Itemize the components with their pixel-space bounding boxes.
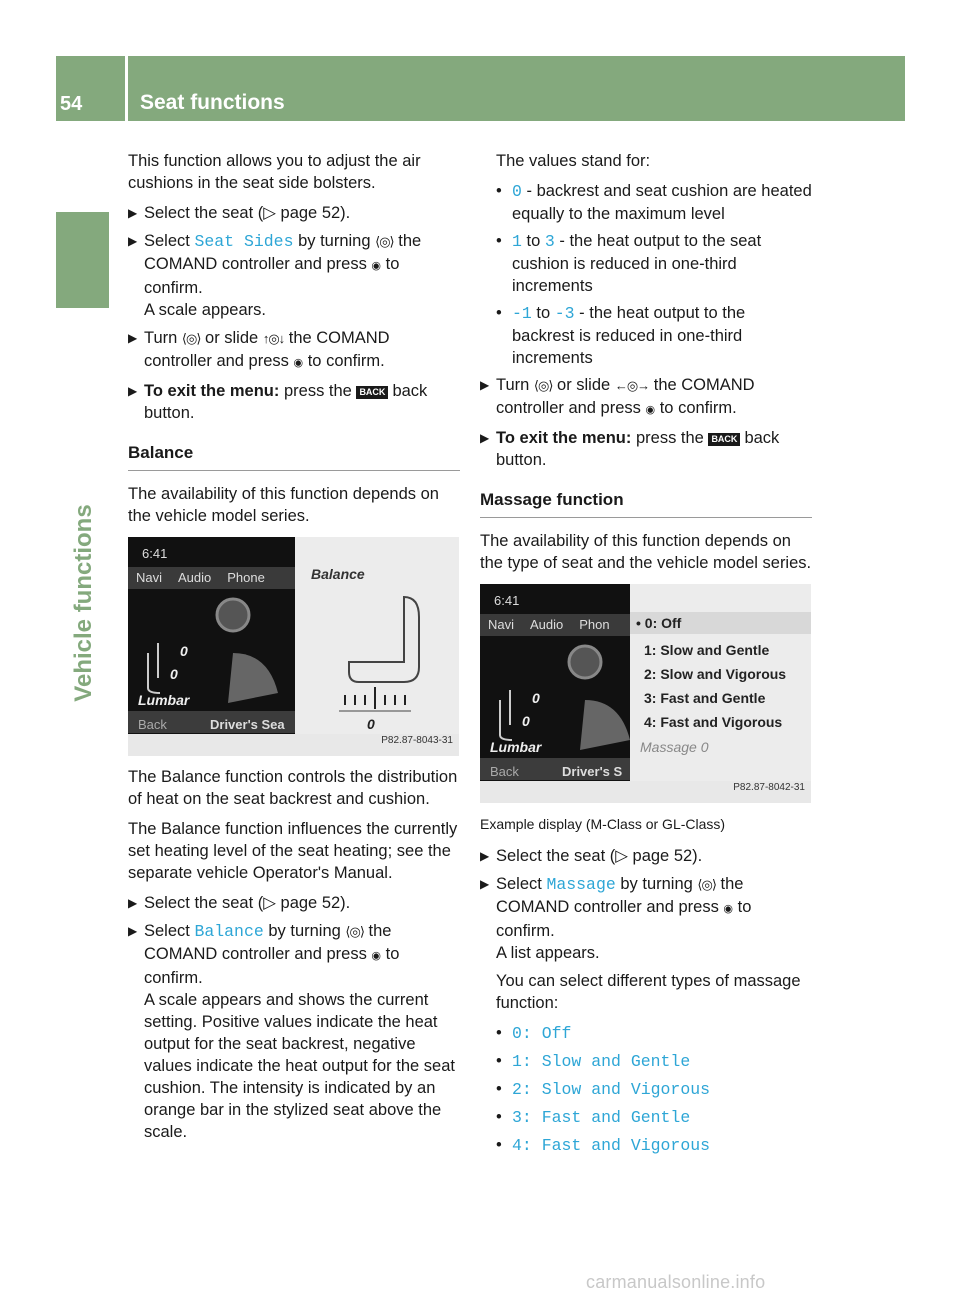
- nav-item[interactable]: Phone: [227, 570, 265, 585]
- massage-type-code: 0: Off: [512, 1024, 572, 1043]
- back-button-icon: BACK: [356, 386, 388, 399]
- step-arrow-icon: ▶: [128, 384, 138, 398]
- balance-scale-value: 0: [367, 716, 375, 732]
- step-select-seat: [128, 202, 460, 224]
- massage-type-item: [496, 1022, 812, 1045]
- step-turn-controller: [128, 327, 460, 374]
- driver-seat-label: Driver's Sea: [210, 717, 285, 732]
- seat-illustration: [490, 640, 640, 750]
- step-arrow-icon: ▶: [128, 924, 138, 938]
- controller-turn-icon: ⟨◎⟩: [697, 877, 716, 892]
- controller-turn-icon: ⟨◎⟩: [181, 331, 201, 346]
- bullet-icon: •: [496, 1080, 502, 1098]
- display-text-seat-sides: Seat Sides: [194, 232, 294, 251]
- page-ref-icon: ▷: [263, 894, 276, 912]
- seat-illustration: [138, 593, 288, 703]
- massage-intro: The availability of this function depends on the type of seat and the vehicle model series.: [480, 532, 812, 572]
- massage-type-code: 4: Fast and Vigorous: [512, 1136, 711, 1155]
- step-select-seat: [480, 845, 812, 867]
- step-text: Turn: [144, 329, 178, 347]
- screen-time: 6:41: [142, 546, 168, 561]
- step-text: to confirm.: [307, 352, 385, 370]
- menu-item[interactable]: 2: Slow and Vigorous: [644, 666, 787, 682]
- step-select-massage: [480, 873, 812, 964]
- nav-item[interactable]: Phon: [579, 617, 610, 632]
- step-text: Select: [496, 875, 542, 893]
- step-text: back button.: [144, 382, 428, 422]
- controller-press-icon: ◉: [293, 357, 304, 369]
- value-code: -1: [512, 304, 532, 323]
- bullet-icon: •: [496, 232, 502, 250]
- controller-turn-icon: ⟨◎⟩: [375, 234, 394, 249]
- bullet-icon: •: [496, 1024, 502, 1042]
- value-code: 3: [544, 232, 555, 251]
- step-text: to confirm.: [496, 898, 752, 940]
- step-text: the COMAND controller and press: [144, 329, 390, 370]
- step-select-seat-2: [128, 892, 460, 914]
- value-code: 1: [512, 232, 522, 251]
- bullet-icon: •: [496, 1052, 502, 1070]
- step-text: by turning: [268, 922, 341, 940]
- lumbar-value-1: 0: [180, 643, 188, 659]
- figure-caption: Example display (M-Class or GL-Class): [480, 816, 726, 832]
- values-intro: The values stand for:: [496, 152, 651, 170]
- right-column: [480, 150, 812, 1162]
- side-tab-label: Vehicle functions: [70, 504, 97, 702]
- lumbar-value-2: 0: [522, 713, 530, 729]
- step-text: by turning: [298, 232, 371, 250]
- step-bold: To exit the menu:: [496, 429, 632, 447]
- bullet-icon: •: [496, 304, 502, 322]
- section-title: Seat functions: [140, 91, 285, 114]
- step-text: or slide: [557, 376, 611, 394]
- step-exit-menu: [128, 380, 460, 424]
- step-select-seat-sides: [128, 230, 460, 321]
- screen-bottom-bar: [480, 758, 630, 780]
- step-text: Select the seat (: [496, 847, 616, 865]
- menu-item[interactable]: 4: Fast and Vigorous: [644, 714, 783, 730]
- step-text: or slide: [205, 329, 259, 347]
- step-arrow-icon: ▶: [128, 331, 138, 345]
- step-note: A scale appears.: [144, 301, 266, 319]
- nav-item[interactable]: Audio: [530, 617, 564, 632]
- step-text: press the: [635, 429, 704, 447]
- screen-nav: [128, 567, 300, 589]
- value-text: - the heat output to the backrest is reduced in one-third increments: [512, 304, 746, 367]
- massage-screen: [480, 584, 811, 803]
- step-exit-menu: [480, 427, 812, 471]
- step-text: the COMAND controller and press: [496, 875, 744, 916]
- step-arrow-icon: ▶: [480, 378, 490, 392]
- step-text: back button.: [496, 429, 780, 469]
- balance-paragraph-2: The Balance function influences the currently set heating level of the seat heating; see the separate vehicle Operator's Manual.: [128, 820, 458, 882]
- menu-item-selected[interactable]: • 0: Off: [630, 612, 811, 634]
- side-tab-block: [56, 212, 109, 308]
- nav-item[interactable]: Audio: [178, 570, 212, 585]
- balance-screen: [128, 537, 459, 756]
- controller-turn-icon: ⟨◎⟩: [533, 378, 553, 393]
- step-note: A list appears.: [496, 944, 600, 962]
- massage-type-item: [496, 1050, 812, 1073]
- massage-menu-panel: [630, 584, 811, 781]
- screen-nav: [480, 614, 630, 636]
- balance-panel: [295, 537, 459, 734]
- step-text: press the: [283, 382, 352, 400]
- lumbar-value-1: 0: [532, 690, 540, 706]
- intro-paragraph: This function allows you to adjust the air cushions in the seat side bolsters.: [128, 152, 421, 192]
- massage-type-code: 1: Slow and Gentle: [512, 1052, 691, 1071]
- massage-type-item: [496, 1134, 812, 1157]
- controller-press-icon: ◉: [371, 260, 382, 272]
- balance-scale-graphic: [309, 587, 449, 717]
- value-to: to: [526, 232, 541, 250]
- bullet-icon: •: [496, 1136, 502, 1154]
- step-text: to confirm.: [659, 399, 737, 417]
- page-number: 54: [60, 93, 83, 115]
- nav-item[interactable]: Navi: [488, 617, 515, 632]
- display-text-massage: Massage: [546, 875, 616, 894]
- value-item: [496, 302, 812, 369]
- massage-type-code: 2: Slow and Vigorous: [512, 1080, 711, 1099]
- step-turn-controller: [480, 374, 812, 421]
- lumbar-value-2: 0: [170, 666, 178, 682]
- step-arrow-icon: ▶: [480, 431, 490, 445]
- page-ref[interactable]: page 52).: [280, 894, 351, 912]
- page-ref-icon: ▷: [263, 204, 276, 222]
- value-to: to: [536, 304, 551, 322]
- massage-type-item: [496, 1078, 812, 1101]
- controller-slide-updown-icon: ↑◎↓: [262, 331, 285, 346]
- display-text-balance: Balance: [194, 922, 264, 941]
- header-divider: [125, 56, 128, 121]
- controller-press-icon: ◉: [371, 950, 382, 962]
- step-text: to confirm.: [144, 945, 400, 987]
- menu-footer-value: Massage 0: [640, 739, 709, 755]
- controller-turn-icon: ⟨◎⟩: [345, 924, 364, 939]
- driver-seat-label: Driver's S: [562, 764, 623, 779]
- balance-intro: The availability of this function depends on the vehicle model series.: [128, 485, 439, 525]
- value-text: - the heat output to the seat cushion is reduced in one-third increments: [512, 232, 762, 295]
- screen-bottom-bar: [128, 711, 300, 733]
- controller-press-icon: ◉: [645, 404, 656, 416]
- massage-type-code: 3: Fast and Gentle: [512, 1108, 691, 1127]
- screen-time: 6:41: [494, 593, 520, 608]
- left-column: [128, 150, 460, 1149]
- page-ref[interactable]: page 52).: [632, 847, 703, 865]
- value-code: 0: [512, 182, 522, 201]
- step-text: Select the seat (: [144, 894, 264, 912]
- step-note: A scale appears and shows the current setting. Positive values indicate the heat output for the seat backrest, negative values indicate the heat output for the seat cushion. The intensity is indicated by an orange bar in the stylized seat above the scale.: [144, 991, 455, 1141]
- page-ref-icon: ▷: [615, 847, 628, 865]
- lumbar-label: Lumbar: [490, 739, 542, 755]
- massage-type-item: [496, 1106, 812, 1129]
- page-ref[interactable]: page 52).: [280, 204, 351, 222]
- controller-press-icon: ◉: [723, 903, 734, 915]
- value-item: [496, 180, 812, 225]
- bullet-icon: •: [496, 182, 502, 200]
- value-code: -3: [554, 304, 575, 323]
- step-arrow-icon: ▶: [480, 849, 490, 863]
- step-text: Select the seat (: [144, 204, 264, 222]
- step-text: Select: [144, 922, 190, 940]
- step-arrow-icon: ▶: [480, 877, 490, 891]
- bullet-icon: •: [496, 1108, 502, 1126]
- step-text: to confirm.: [144, 255, 400, 297]
- value-item: [496, 230, 812, 297]
- step-text: the COMAND controller and press: [496, 376, 755, 417]
- balance-panel-title: Balance: [311, 566, 365, 582]
- controller-slide-leftright-icon: ←◎→: [614, 378, 650, 393]
- step-bold: To exit the menu:: [144, 382, 280, 400]
- step-text: Turn: [496, 376, 530, 394]
- back-button-icon: BACK: [708, 433, 740, 446]
- types-intro: You can select different types of massage function:: [496, 972, 801, 1012]
- figure-id: P82.87-8043-31: [381, 735, 453, 746]
- lumbar-label: Lumbar: [138, 692, 190, 708]
- step-text: by turning: [620, 875, 693, 893]
- massage-heading: Massage function: [480, 489, 812, 518]
- step-select-balance: [128, 920, 460, 1143]
- step-arrow-icon: ▶: [128, 896, 138, 910]
- step-arrow-icon: ▶: [128, 234, 138, 248]
- back-softkey[interactable]: Back: [490, 764, 519, 779]
- figure-id: P82.87-8042-31: [733, 782, 805, 793]
- menu-item[interactable]: 3: Fast and Gentle: [644, 690, 766, 706]
- step-text: the COMAND controller and press: [144, 232, 422, 273]
- back-softkey[interactable]: Back: [138, 717, 167, 732]
- step-arrow-icon: ▶: [128, 206, 138, 220]
- step-text: the COMAND controller and press: [144, 922, 392, 963]
- footer-watermark: carmanualsonline.info: [586, 1272, 766, 1292]
- balance-heading: Balance: [128, 442, 460, 471]
- menu-item[interactable]: 1: Slow and Gentle: [644, 642, 770, 658]
- value-text: - backrest and seat cushion are heated equally to the maximum level: [512, 182, 812, 223]
- balance-paragraph-1: The Balance function controls the distribution of heat on the seat backrest and cushion.: [128, 768, 458, 808]
- step-text: Select: [144, 232, 190, 250]
- nav-item[interactable]: Navi: [136, 570, 163, 585]
